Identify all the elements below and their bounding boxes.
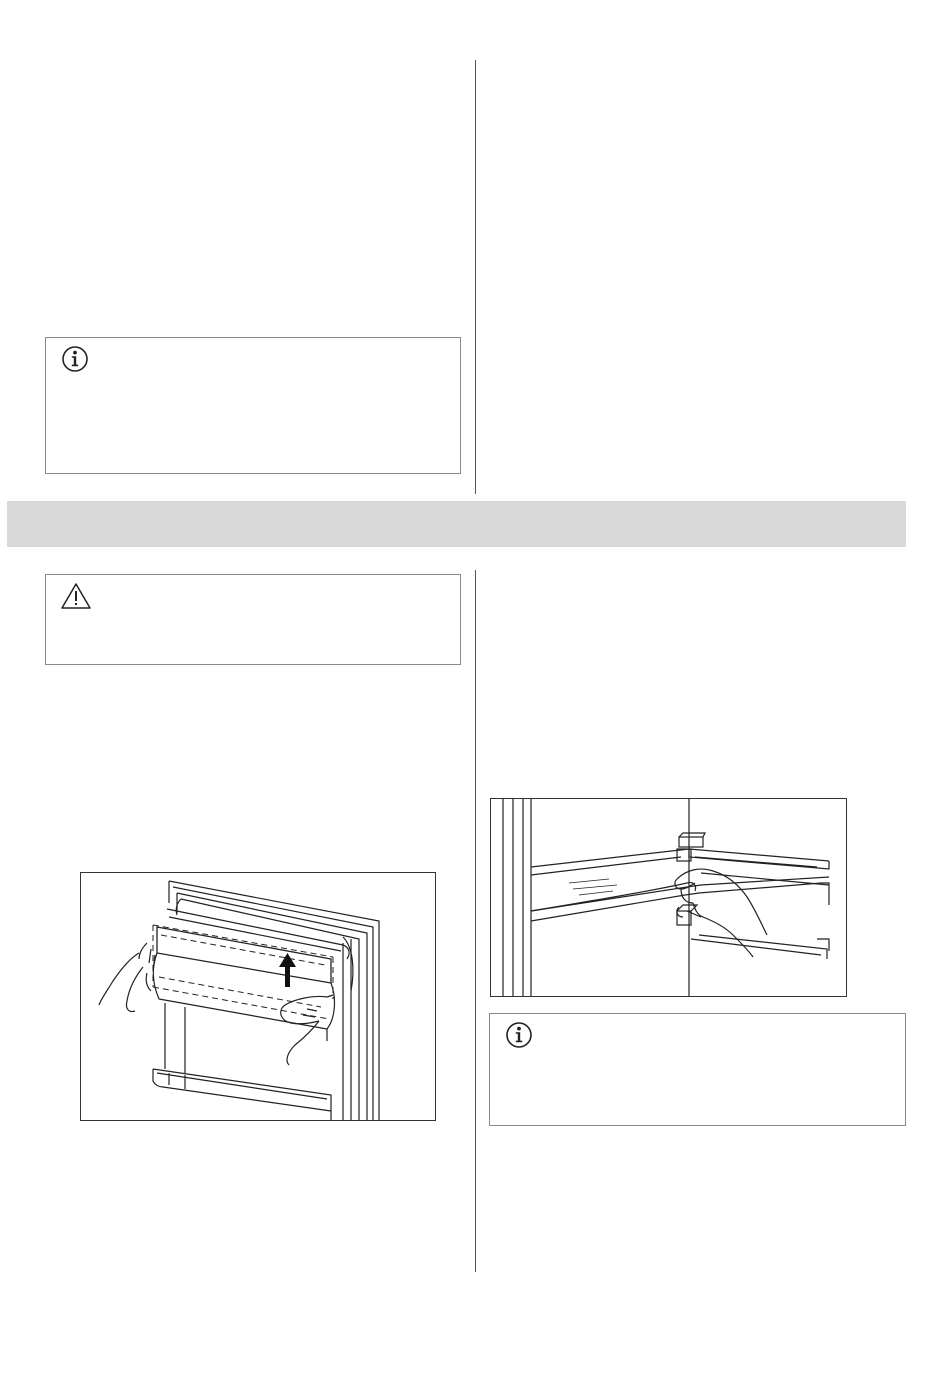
section-band [7, 501, 906, 547]
shelf-illustration [490, 798, 847, 997]
column-divider-top [475, 60, 476, 494]
warning-note [45, 574, 461, 665]
door-balcony-illustration [80, 872, 436, 1121]
info-note-bottom [489, 1013, 906, 1126]
arrow-up-icon [279, 953, 296, 987]
info-icon [504, 1020, 534, 1050]
warning-icon [60, 581, 92, 611]
column-divider-bottom [475, 570, 476, 1272]
info-icon [60, 344, 90, 374]
info-note-top [45, 337, 461, 474]
